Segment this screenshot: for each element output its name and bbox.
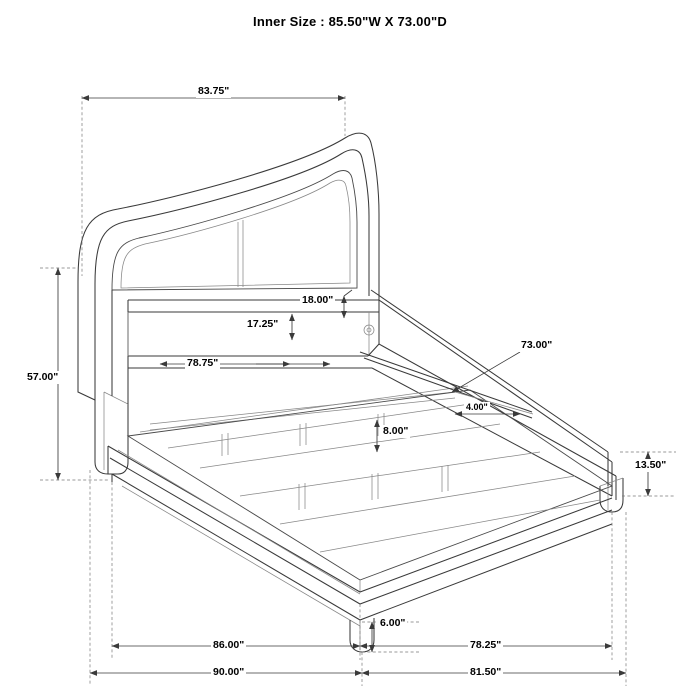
- dimension-label-overall-height: 57.00": [27, 371, 59, 383]
- dimension-label-slat-height: 8.00": [383, 425, 409, 437]
- dimension-label-front-length: 86.00": [213, 639, 245, 651]
- dimension-label-panel-inner-height: 17.25": [247, 318, 279, 330]
- dimension-label-slat-spacing: 4.00": [466, 402, 488, 412]
- dimension-label-headboard-inner-width: 78.75": [187, 357, 219, 369]
- dimension-label-leg-height: 6.00": [380, 617, 406, 629]
- dimension-label-overall-side-length: 81.50": [470, 666, 502, 678]
- dimension-label-side-length: 78.25": [470, 639, 502, 651]
- dimension-label-overall-length: 90.00": [213, 666, 245, 678]
- page-title: Inner Size : 85.50"W X 73.00"D: [253, 14, 447, 29]
- dimension-label-headboard-width: 83.75": [198, 85, 230, 97]
- dimension-label-bed-depth: 73.00": [521, 339, 553, 351]
- dimension-label-rail-height: 13.50": [635, 459, 667, 471]
- dimension-label-panel-height: 18.00": [302, 294, 334, 306]
